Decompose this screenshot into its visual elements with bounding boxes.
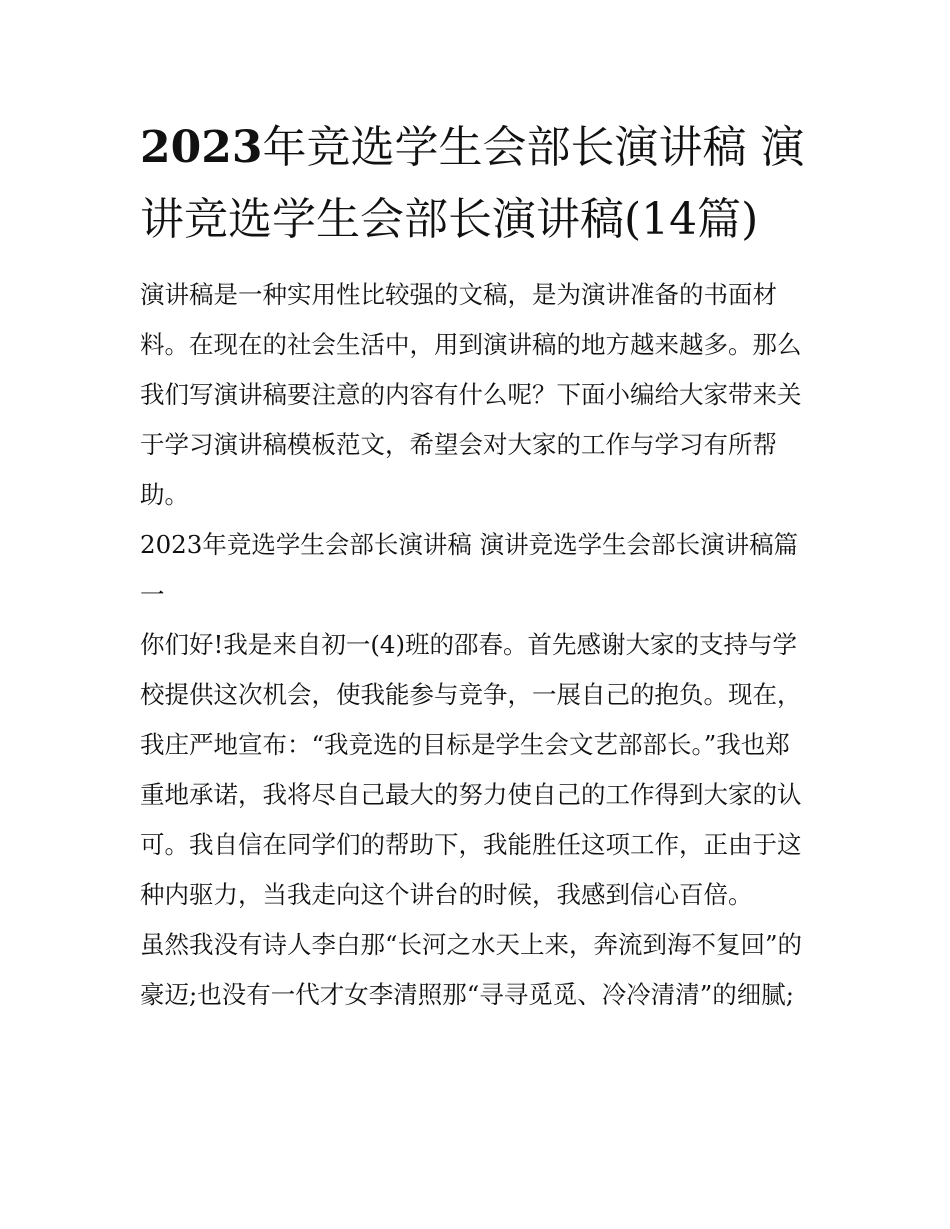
body-paragraph-1: 你们好!我是来自初一(4)班的邵春。首先感谢大家的支持与学校提供这次机会，使我能参与竞争，一展自己的抱负。现在，我庄严地宣布：“我竞选的目标是学生会文艺部部长。”我也郑重地承诺，我将尽自己最大的努力使自己的工作得到大家的认可。我自信在同学们的帮助下，我能胜任这项工作，正由于这种内驱力，当我走向这个讲台的时候，我感到信心百倍。 <box>140 630 802 909</box>
body-paragraph-2: 虽然我没有诗人李白那“长河之水天上来，奔流到海不复回”的豪迈;也没有一代才女李清照那“寻寻觅觅、冷冷清清”的细腻; <box>140 930 803 1009</box>
title-year: 2023 <box>140 122 263 173</box>
title-text: 年竞选学生会部长演讲稿 演讲竞选学生会部长演讲稿(14篇) <box>140 122 805 245</box>
document-title <box>140 112 812 256</box>
document-content <box>140 112 812 1020</box>
intro-paragraph: 演讲稿是一种实用性比较强的文稿，是为演讲准备的书面材料。在现在的社会生活中，用到演讲稿的地方越来越多。那么我们写演讲稿要注意的内容有什么呢？下面小编给大家带来关于学习演讲稿模板范文，希望会对大家的工作与学习有所帮助。 <box>140 280 802 509</box>
section-heading: 2023年竞选学生会部长演讲稿 演讲竞选学生会部长演讲稿篇一 <box>140 530 799 609</box>
